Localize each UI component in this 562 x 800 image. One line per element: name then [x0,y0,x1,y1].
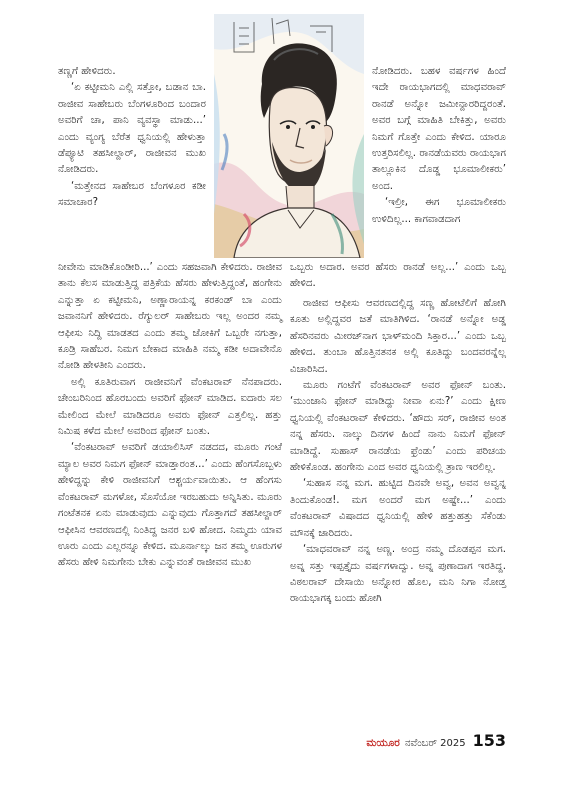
paragraph: ‘ಸುಹಾಸ ನನ್ನ ಮಗ. ಹುಟ್ಟಿದ ದಿನವೇ ಅವ್ವ, ಅವನ ಅವ್ವನ್ನ ತಿಂದುಕೊಂಡ!. ಮಗ ಅಂದರೆ ಮಗ ಅಷ್ಟೇ...’ ಎಂದು ವೆಂಕಟರಾವ್ ವಿಷಾದದ ಧ್ವನಿಯಲ್ಲಿ ಹೇಳಿ ಹತ್ತುಹತ್ತು ಸೆಕೆಂಡು ಮೌನಕ್ಕೆ ಜಾರಿದರು. [290,478,506,539]
paragraph: ‘ಏ ಕಟ್ಟೀಮನಿ ಎಲ್ಲಿ ಸತ್ತೋ, ಬಡಾನ ಬಾ. ರಾಜೀವ ಸಾಹೇಬರು ಬೆಂಗಳೂರಿಂದ ಬಂದಾರ ಅವರಿಗೆ ಚಾ, ಪಾನಿ ವ್ಯವಸ್ಥಾ ಮಾಡು...’ ಎಂದು ವ್ಯಂಗ್ಯ ಬೆರೆತ ಧ್ವನಿಯಲ್ಲಿ ಹೇಳುತ್ತಾ ಡೆಪ್ಯೂಟಿ ತಹಸೀಲ್ದಾರ್, ರಾಜೀವನ ಮುಖ ನೋಡಿದರು. [58,82,206,176]
paragraph: ‘ಮಾಧವರಾವ್ ನನ್ನ ಅಣ್ಣ. ಅಂದ್ರ ನಮ್ಮ ದೊಡಪ್ಪನ ಮಗ. ಅವ್ನ ಸತ್ತು ಇಪ್ಪತ್ತೈದು ವರ್ಷಗಳಾದ್ವು. ಅವ್ನ ಪುಣಾದಾಗ ಇರತಿದ್ದ. ವಿಠಲರಾವ್ ದೇಸಾಯಿ ಅನ್ನೋರ ಹೊಲ, ಮನಿ ನಿಗಾ ನೋಡ್ತ ರಾಯಭಾಗಕ್ಕ ಬಂದು ಹೋಗಿ [290,544,506,605]
magazine-brand: ಮಯೂರ [366,737,400,749]
column-left [58,260,282,572]
paragraph: ‘ವೆಂಕಟರಾವ್ ಅವರಿಗೆ ಡಯಾಲಿಸಿಸ್ ನಡದದ, ಮೂರು ಗಂಟೆ ಮ್ಯಾಲ ಅವರ ನಿಮಗ ಫೋನ್ ಮಾಡ್ತಾರಂತ...’ ಎಂದು ಹೆಂಗಸೊಬ್ಬಳು ಹೇಳಿದ್ದನ್ನು ಕೇಳಿ ರಾಜೀವನಿಗೆ ಆಶ್ಚರ್ಯವಾಯಿತು. ಆ ಹೆಂಗಸು ವೆಂಕಟರಾವ್ ಮಗಳೋ, ಸೊಸೆಯೋ ಇರಬಹುದು ಅನ್ನಿಸಿತು. ಮೂರು ಗಂಟೆತನಕ ಏನು ಮಾಡುವುದು ಎನ್ನುವುದು ಗೊತ್ತಾಗದೆ ತಹಸೀಲ್ದಾರ್ ಆಫೀಸಿನ ಆವರಣದಲ್ಲಿ ನಿಂತಿದ್ದ ಜನರ ಬಳಿ ಹೋದ. ನಿಮ್ಮದು ಯಾವ ಊರು ಎಂದು ಎಲ್ಲರನ್ನೂ ಕೇಳಿದ. ಮೂರ್ನಾಲ್ಕು ಜನ ತಮ್ಮ ಊರುಗಳ ಹೆಸರು ಹೇಳಿ ನಿಮಗೇನು ಬೇಕು ಎನ್ನುವಂತೆ ರಾಜೀವನ ಮುಖ [58,442,282,569]
paragraph: ನೀವೇನು ಮಾಡಿಕೊಂಡೀರಿ...’ ಎಂದು ಸಹಜವಾಗಿ ಕೇಳಿದರು. ರಾಜೀವ ತಾನು ಕೆಲಸ ಮಾಡುತ್ತಿದ್ದ ಪತ್ರಿಕೆಯ ಹೆಸರು ಹೇಳುತ್ತಿದ್ದಂತೆ, ಹಂಗೇನು ಎನ್ನುತ್ತಾ ಏ ಕಟ್ಟೀಮನಿ, ಅಣ್ಣಾರಾಯನ್ನ ಕರಕಂಡ್ ಬಾ ಎಂದು ಜವಾನನಿಗೆ ಹೇಳಿದರು. ರೆಗ್ಯುಲರ್ ಸಾಹೇಬರು ಇಲ್ಲ ಅಂದರ ನಮ್ಮ ಆಫೀಸು ನಿದ್ದಿ ಮಾಡತದ ಎಂದು ತಮ್ಮ ಜೋಕಿಗೆ ಒಬ್ಬರೇ ನಗುತ್ತಾ, ಕೂಡ್ರಿ ಸಾಹೆಬರ. ನಿಮಗ ಬೇಕಾದ ಮಾಹಿತಿ ನಮ್ಮ ಕಡೀ ಅದಾವೇನೊ ನೋಡಿ ಹೇಳತೀನಿ ಎಂದರು. [58,262,282,372]
column-right [290,296,506,608]
column-top-right [372,64,506,228]
page-number: 153 [472,731,506,750]
column-top-left [58,64,206,212]
column-right-lead [290,260,506,293]
page-footer [366,731,506,750]
paragraph: ‘ಇಲ್ರೀ, ಈಗ ಭೂಮಾಲೀಕರು ಉಳಿದಿಲ್ಲ... ಕಾಗವಾಡದಾಗ [372,197,506,225]
paragraph: ಮೂರು ಗಂಟೆಗೆ ವೆಂಕಟರಾವ್ ಅವರ ಫೋನ್ ಬಂತು. ‘ಮುಂಜಾನಿ ಫೋನ್ ಮಾಡಿದ್ದು ನೀವಾ ಏನು?’ ಎಂದು ಕ್ಷೀಣ ಧ್ವನಿಯಲ್ಲಿ ವೆಂಕಟರಾವ್ ಕೇಳಿದರು. ‘ಹೌದು ಸರ್, ರಾಜೀವ ಅಂತ ನನ್ನ ಹೆಸರು. ನಾಲ್ಕು ದಿನಗಳ ಹಿಂದೆ ನಾನು ನಿಮಗೆ ಫೋನ್ ಮಾಡಿದ್ದೆ. ಸುಹಾಸ್ ರಾನಡೆಯ ಫ್ರೆಂಡು’ ಎಂದು ಪರಿಚಯ ಹೇಳಿಕೊಂಡ. ಹಂಗೇನು ಎಂದ ಅವರ ಧ್ವನಿಯಲ್ಲಿ ತ್ರಾಣ ಇರಲಿಲ್ಲ. [290,380,506,474]
paragraph: ಅಲ್ಲಿ ಕೂತಿರುವಾಗ ರಾಜೀವನಿಗೆ ವೆಂಕಟರಾವ್ ನೆನಪಾದರು. ಚೇಂಬರಿನಿಂದ ಹೊರಬಂದು ಅವರಿಗೆ ಫೋನ್ ಮಾಡಿದ. ಐದಾರು ಸಲ ಮೇಲಿಂದ ಮೇಲೆ ಮಾಡಿದರೂ ಅವರು ಫೋನ್ ಎತ್ತಲಿಲ್ಲ. ಹತ್ತು ನಿಮಿಷ ಕಳೆದ ಮೇಲೆ ಅವರಿಂದ ಫೋನ್ ಬಂತು. [58,376,282,438]
paragraph: ಒಬ್ಬರು ಅದಾರ. ಅವರ ಹೆಸರು ರಾನಡೆ ಅಲ್ಲ...’ ಎಂದು ಒಬ್ಬ ಹೇಳಿದ. [290,262,506,290]
paragraph: ನೋಡಿದರು. ಬಹಳ ವರ್ಷಗಳ ಹಿಂದೆ ಇದೇ ರಾಯಭಾಗದಲ್ಲಿ ಮಾಧವರಾವ್ ರಾನಡೆ ಅನ್ನೋ ಜಮೀನ್ದಾರರಿದ್ದರಂತೆ. ಅವರ ಬಗ್ಗೆ ಮಾಹಿತಿ ಬೇಕಿತ್ತು, ಅವರು ನಿಮಗೆ ಗೊತ್ತೇ ಎಂದು ಕೇಳಿದ. ಯಾರೂ ಉತ್ತರಿಸಲಿಲ್ಲ. ರಾನಡೆಯವರು ರಾಯಭಾಗ ತಾಲ್ಲೂಕಿನ ದೊಡ್ಡ ಭೂಮಾಲೀಕರು’ ಅಂದ. [372,66,506,192]
paragraph: ‘ಮತ್ತೇನದ ಸಾಹೇಬರ ಬೆಂಗಳೂರ ಕಡೀ ಸಮಾಚಾರ? [58,180,206,209]
issue-month: ನವೆಂಬರ್ 2025 [404,738,466,749]
paragraph: ರಾಜೀವ ಆಫೀಸು ಆವರಣದಲ್ಲಿದ್ದ ಸಣ್ಣ ಹೋಟೆಲಿಗೆ ಹೋಗಿ ಕೂತು ಅಲ್ಲಿದ್ದವರ ಜತೆ ಮಾತಿಗಿಳಿದ. ‘ರಾನಡೆ ಅನ್ನೋ ಅಡ್ಡ ಹೆಸರಿನವರು ಮೀರಜ್‌ನಾಗ ಭಾಳ್‌ಮಂದಿ ಸಿಕ್ತಾರ...’ ಎಂದು ಒಬ್ಬ ಹೇಳಿದ. ತುಂಬಾ ಹೊತ್ತಿನತನಕ ಅಲ್ಲಿ ಕೂತಿದ್ದು ಬಂದವರನ್ನೆಲ್ಲ ವಿಚಾರಿಸಿದ. [290,298,506,375]
paragraph: ತಣ್ಣಗೆ ಹೇಳಿದರು. [58,66,116,77]
portrait-sketch-icon [214,14,364,258]
